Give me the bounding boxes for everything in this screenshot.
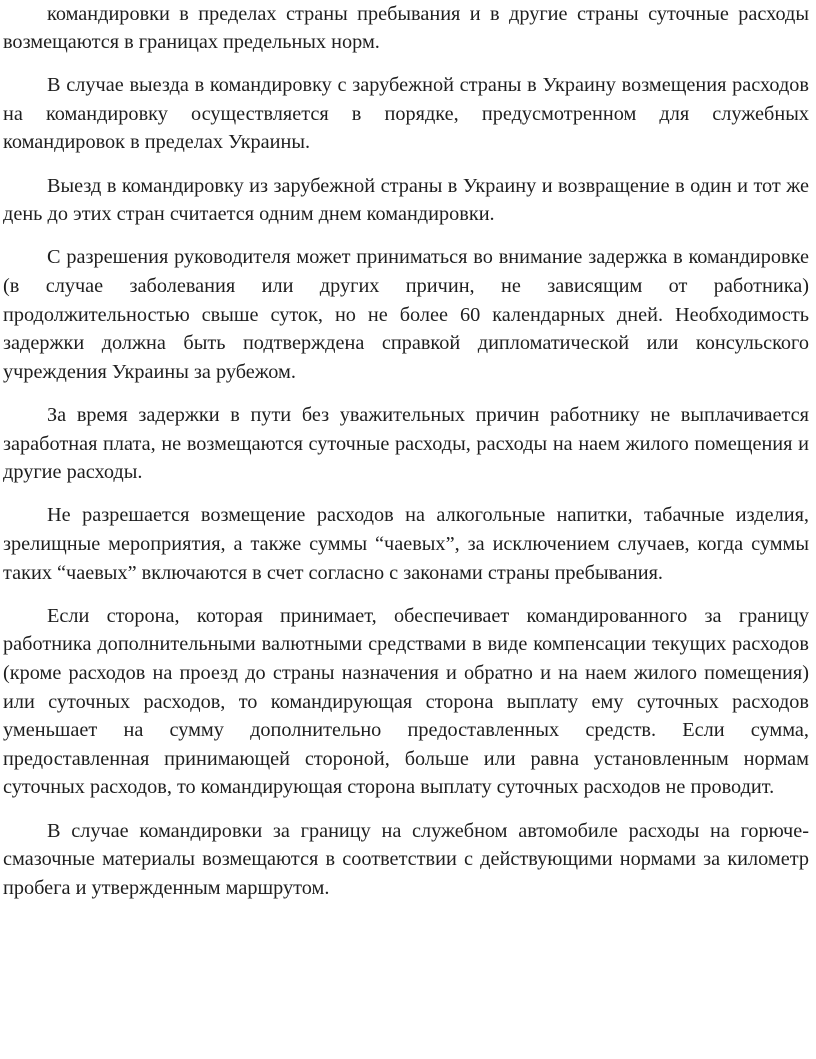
paragraph-service-car: В случае командировки за границу на служебном автомобиле расходы на горюче-смазочные материалы возмещаются в соответствии с действующими нормами за километр пробега и утвержденным маршрутом. xyxy=(3,819,809,899)
paragraph-continued: командировки в пределах страны пребывания и в другие страны суточные расходы возмещаются в границах предельных норм. xyxy=(3,2,809,54)
paragraph-prohibited-expenses: Не разрешается возмещение расходов на алкогольные напитки, табачные изделия, зрелищные мероприятия, а также суммы “чаевых”, за исключением случаев, когда суммы таких “чаевых” включаются в счет согласно с законами страны пребывания. xyxy=(3,504,809,584)
paragraph-host-compensation: Если сторона, которая принимает, обеспечивает командированного за границу работника дополнительными валютными средствами в виде компенсации текущих расходов (кроме расходов на проезд до страны назначения и обратно и на наем жилого помещения) или суточных расходов, то командирующая сторона выплату ему суточных расходов уменьшает на сумму дополнительно предоставленных средств. Если сумма, предоставленная принимающей стороной, больше или равна установленным нормам суточных расходов, то командирующая сторона выплату суточных расходов не проводит. xyxy=(3,604,809,799)
paragraph-unexcused-delay: За время задержки в пути без уважительных причин работнику не выплачивается заработная плата, не возмещаются суточные расходы, расходы на наем жилого помещения и другие расходы. xyxy=(3,404,809,484)
paragraph-return-from-abroad: В случае выезда в командировку с зарубежной страны в Украину возмещения расходов на командировку осуществляется в порядке, предусмотренном для служебных командировок в пределах Украины. xyxy=(3,74,809,154)
paragraph-same-day-trip: Выезд в командировку из зарубежной страны в Украину и возвращение в один и тот же день до этих стран считается одним днем командировки. xyxy=(3,174,809,226)
paragraph-delay-permission: С разрешения руководителя может приниматься во внимание задержка в командировке (в случае заболевания или других причин, не зависящим от работника) продолжительностью свыше суток, но не более 60 календарных дней. Необходимость задержки должна быть подтверждена справкой дипломатической или консульского учреждения Украины за рубежом. xyxy=(3,246,809,383)
